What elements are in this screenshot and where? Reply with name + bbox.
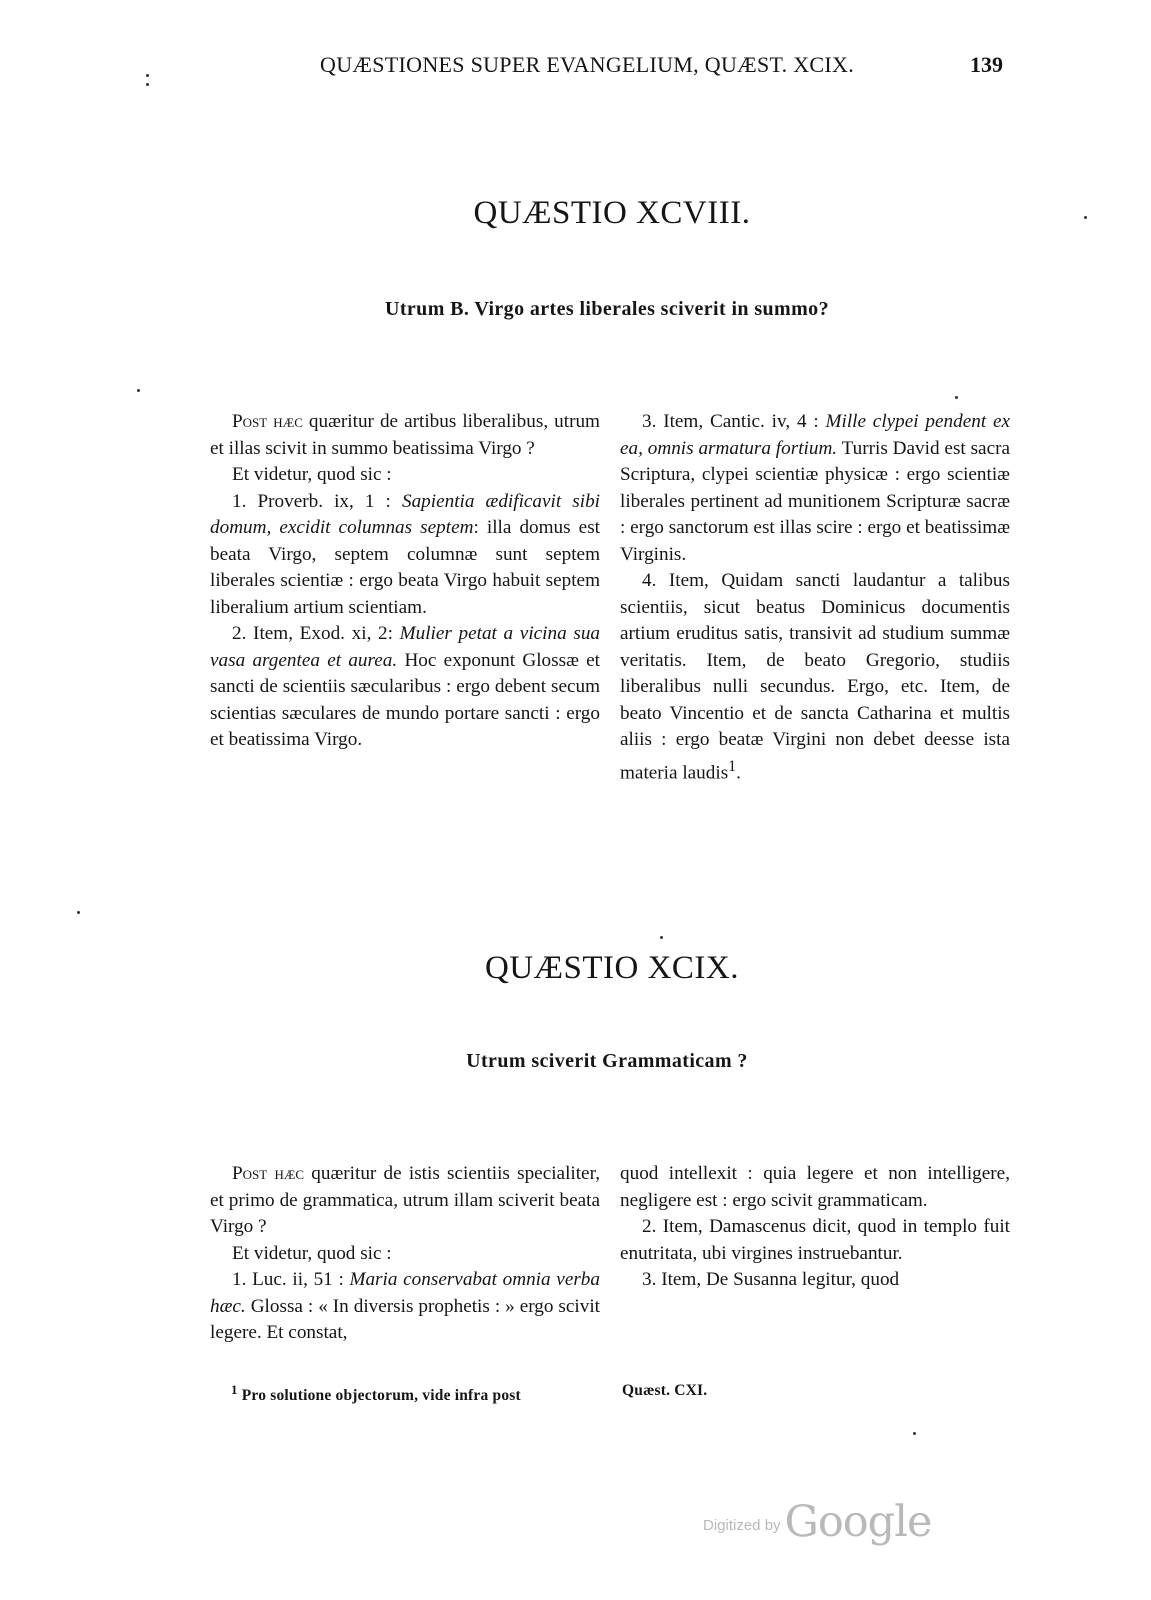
- footnote-marker: 1: [231, 1382, 238, 1397]
- footnote-left: [231, 1382, 521, 1405]
- paragraph: Et videtur, quod sic :: [232, 1242, 392, 1264]
- footnote-right: Quæst. CXI.: [622, 1382, 708, 1399]
- footnote-text: Pro solutione objectorum, vide infra post: [237, 1387, 521, 1405]
- question-99-subtitle: Utrum sciverit Grammaticam ?: [466, 1050, 748, 1072]
- text: .: [736, 761, 741, 783]
- paragraph: [210, 1267, 600, 1347]
- quotation: Sapientia ædificavit sibi domum, excidit columnas septem: [210, 490, 600, 538]
- text: 1. Proverb. ix, 1 :: [232, 490, 402, 512]
- footnote-ref: 1: [728, 757, 737, 775]
- question-98-title: QUÆSTIO XCVIII.: [473, 195, 751, 231]
- scan-speck: [137, 389, 140, 392]
- text: : illa domus est beata Virgo, septem columnæ sunt septem liberales scientiæ : ergo beata Virgo habuit septem liberalium artium scientiam.: [210, 517, 600, 618]
- scan-speck: [955, 396, 958, 399]
- text: quæritur de artibus liberalibus, utrum et illas scivit in summo beatissima Virgo ?: [210, 411, 600, 459]
- q99-right-column: [620, 1161, 1010, 1294]
- text: 4. Item, Quidam sancti laudantur a talibus scientiis, sicut beatus Dominicus documentis artium eruditus satis, transivit ad studium summæ veritatis. Item, de beato Gregorio, studiis liberalibus nulli secundus. Ergo, etc. Item, de beato Vincentio et de sancta Catharina et multis aliis : ergo beatæ Virgini non debet deesse ista materia laudis: [620, 570, 1010, 783]
- q99-left-column: [210, 1161, 600, 1347]
- paragraph: [620, 409, 1010, 568]
- scan-speck: [660, 936, 663, 939]
- lead-words: Post hæc: [232, 1163, 305, 1184]
- paragraph: [210, 489, 600, 622]
- text: Turris David est sacra Scriptura, clypei scientiæ physicæ : ergo scientiæ liberales pertinent ad munitionem Scripturæ sacræ : ergo sanctorum est illas scire : ergo et beatissimæ Virginis.: [620, 437, 1011, 565]
- text: Glossa : « In diversis prophetis : » ergo scivit legere. Et constat,: [210, 1295, 600, 1343]
- question-99-title: QUÆSTIO XCIX.: [485, 950, 739, 986]
- quotation: Maria conservabat omnia verba hæc.: [210, 1269, 600, 1317]
- digitized-watermark: [703, 1497, 931, 1547]
- watermark-brand: Google: [784, 1497, 932, 1547]
- question-98-subtitle: Utrum B. Virgo artes liberales sciverit in summo?: [385, 298, 829, 320]
- paragraph: [210, 1161, 600, 1241]
- scan-speck: [77, 911, 80, 914]
- q98-left-column: [210, 409, 600, 754]
- paragraph: 2. Item, Damascenus dicit, quod in templo fuit enutritata, ubi virgines instruebantur.: [620, 1216, 1010, 1264]
- page-number: 139: [970, 52, 1003, 77]
- q98-right-column: [620, 409, 1010, 786]
- text: 2. Item, Exod. xi, 2:: [232, 623, 400, 644]
- text: 1. Luc. ii, 51 :: [232, 1269, 350, 1290]
- quotation: Mulier petat a vicina sua vasa argentea et aurea.: [210, 623, 601, 671]
- scan-speck: [146, 83, 149, 86]
- paragraph: [210, 621, 600, 754]
- paragraph: [620, 568, 1010, 786]
- paragraph: quod intellexit : quia legere et non intelligere, negligere est : ergo scivit grammaticam.: [620, 1163, 1010, 1211]
- quotation: Mille clypei pendent ex ea, omnis armatura fortium.: [620, 411, 1010, 459]
- scan-speck: [146, 74, 149, 77]
- scan-speck: [913, 1432, 916, 1435]
- lead-words: Post hæc: [232, 411, 303, 432]
- text: 3. Item, Cantic. iv, 4 :: [642, 411, 826, 432]
- running-head: QUÆSTIONES SUPER EVANGELIUM, QUÆST. XCIX.: [320, 52, 855, 77]
- paragraph: Et videtur, quod sic :: [232, 464, 392, 485]
- paragraph: 3. Item, De Susanna legitur, quod: [642, 1269, 900, 1290]
- scan-speck: [1084, 216, 1087, 219]
- text: quæritur de istis scientiis specialiter, et primo de grammatica, utrum illam sciverit beata Virgo ?: [210, 1163, 600, 1237]
- watermark-prefix: Digitized by: [703, 1517, 781, 1534]
- text: Hoc exponunt Glossæ et sancti de scientiis sæcularibus : ergo debent secum scientias sæculares de mundo portare sancti : ergo et beatissima Virgo.: [210, 649, 600, 750]
- paragraph: [210, 409, 600, 462]
